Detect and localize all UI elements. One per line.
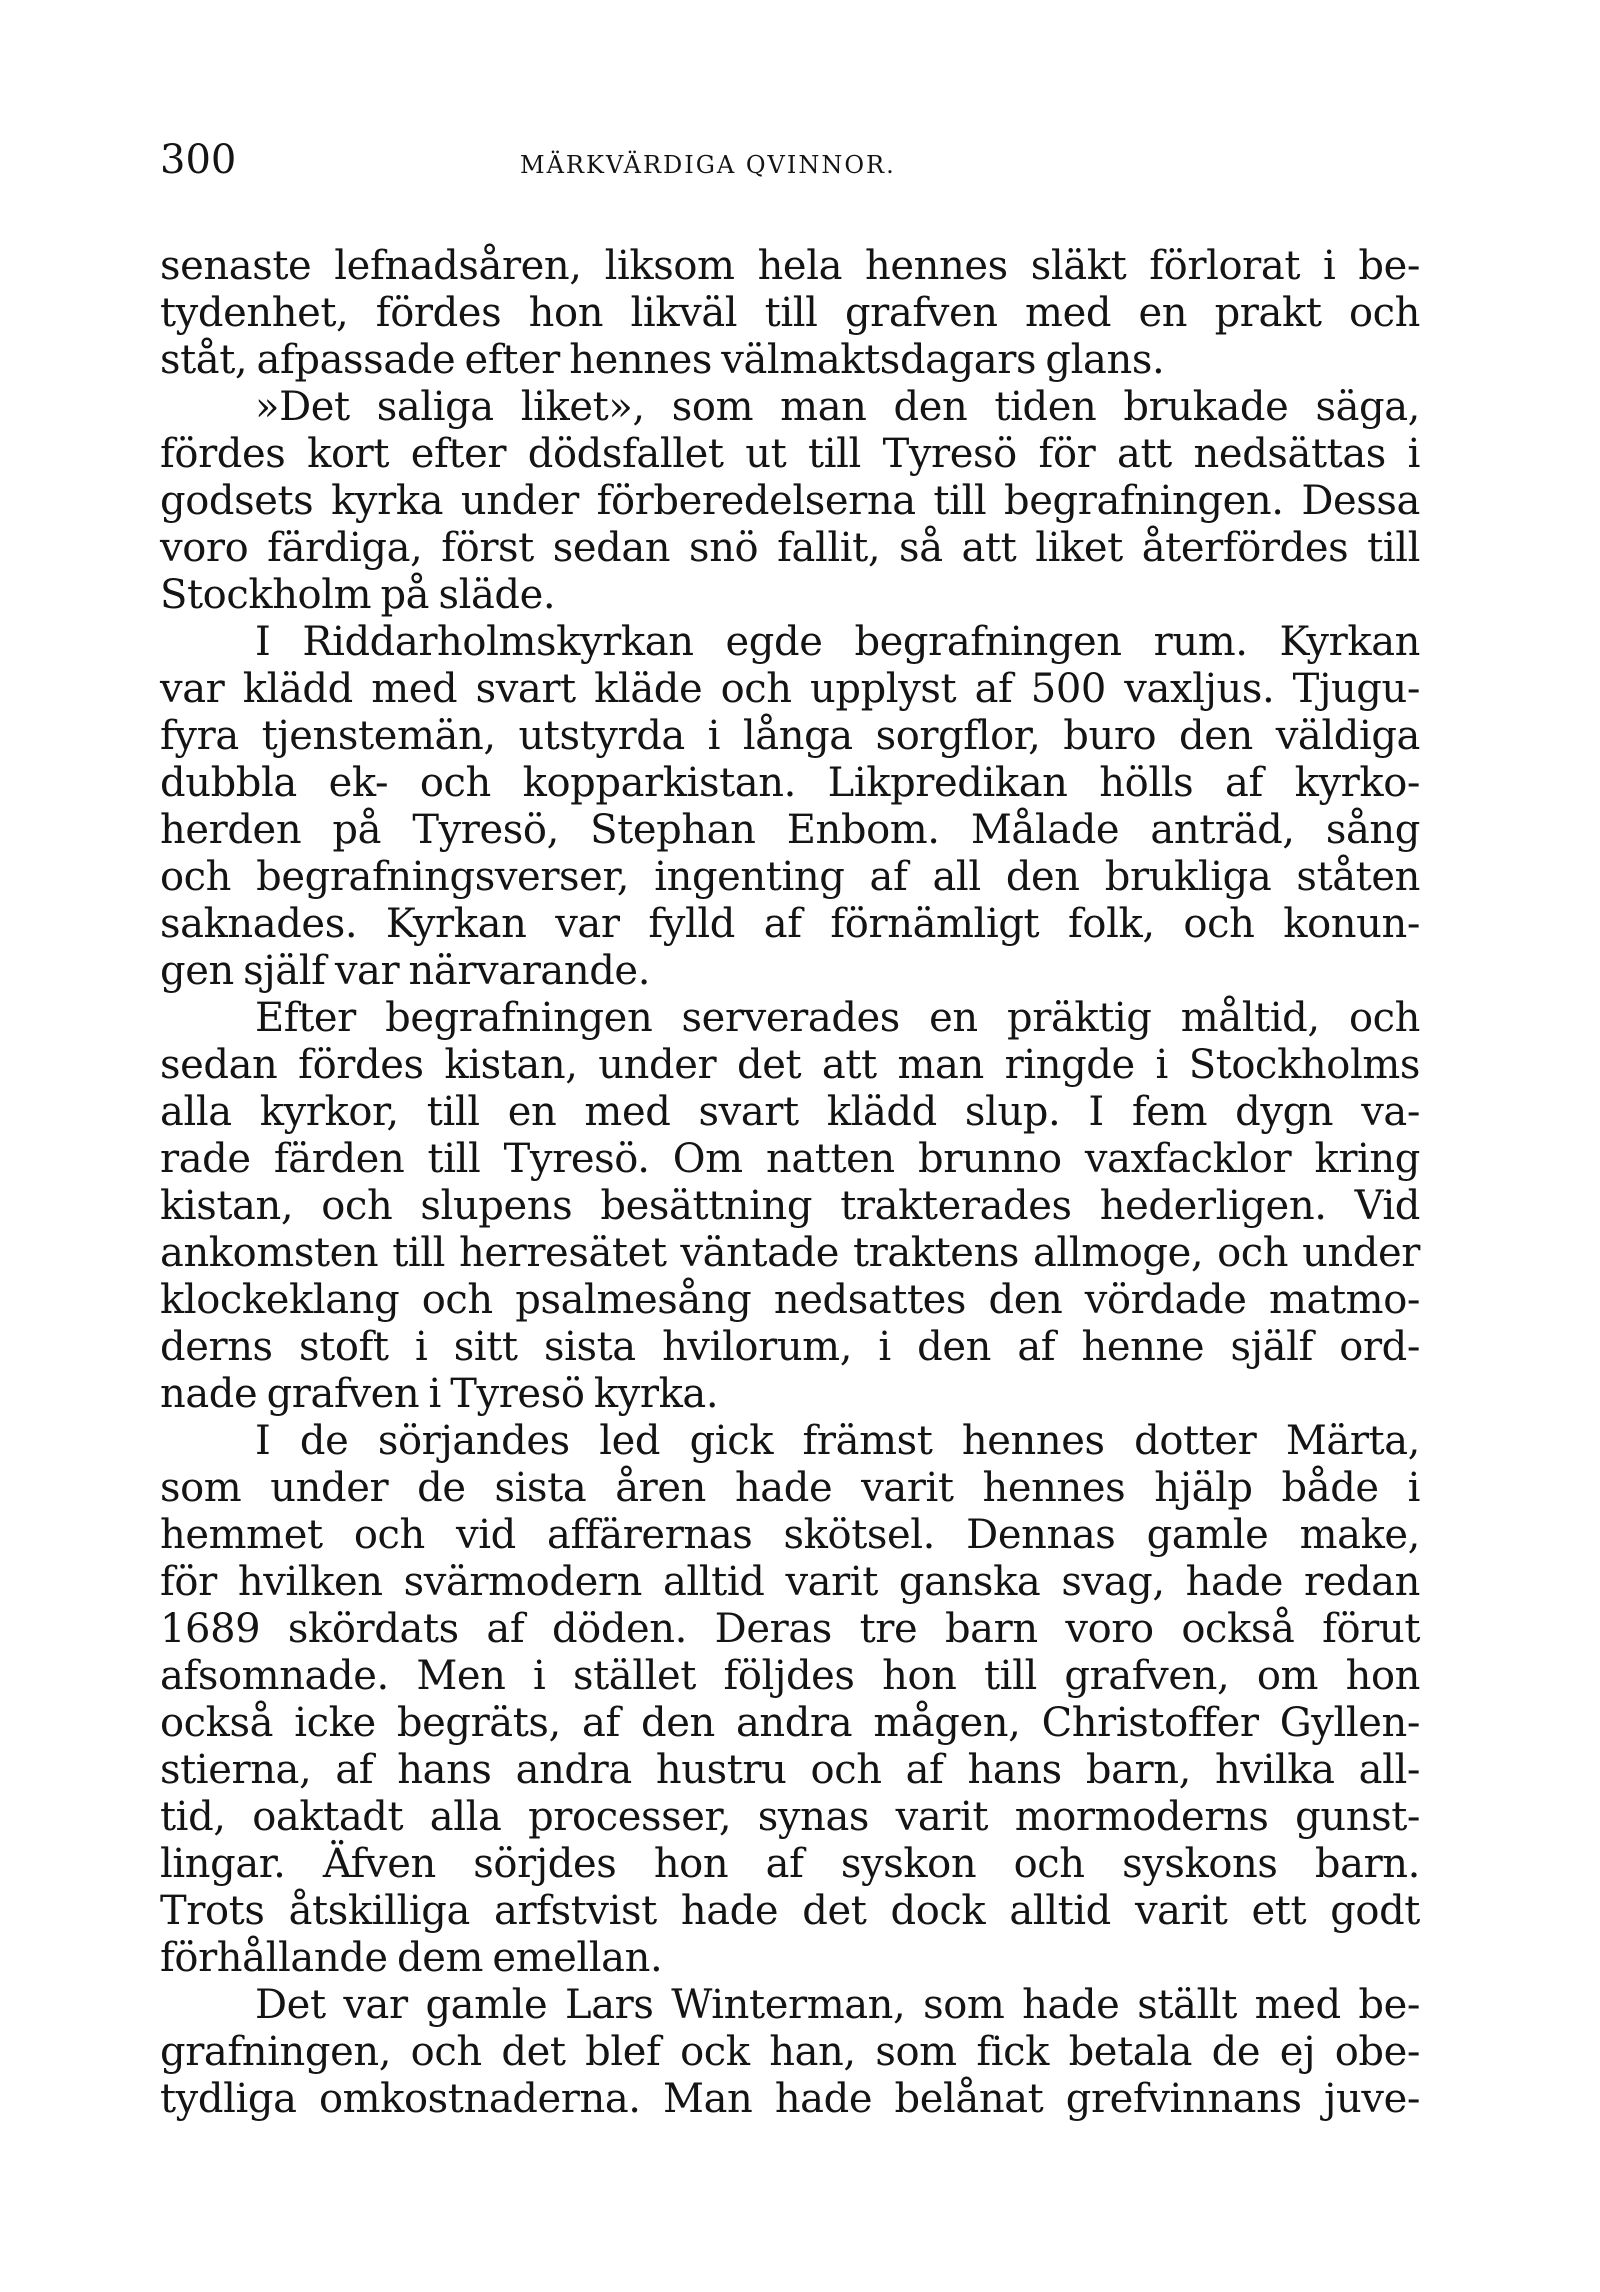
text-line: »Det saliga liket», som man den tiden brukade säga, <box>255 384 1420 430</box>
text-line: grafningen, och det blef ock han, som fick betala de ej obe- <box>160 2029 1420 2075</box>
text-line: derns stoft i sitt sista hvilorum, i den af henne själf ord- <box>160 1324 1420 1370</box>
text-line: ståt, afpassade efter hennes välmaktsdagars glans. <box>160 337 1165 383</box>
text-line: rade färden till Tyresö. Om natten brunno vaxfacklor kring <box>160 1136 1420 1182</box>
text-line: och begrafningsverser, ingenting af all den brukliga ståten <box>160 854 1420 900</box>
text-line: tid, oaktadt alla processer, synas varit mormoderns gunst- <box>160 1794 1420 1840</box>
text-line: som under de sista åren hade varit hennes hjälp både i <box>160 1465 1420 1511</box>
text-line: voro färdiga, först sedan snö fallit, så att liket återfördes till <box>160 525 1420 571</box>
text-line: också icke begräts, af den andra mågen, Christoffer Gyllen- <box>160 1700 1420 1746</box>
text-line: nade grafven i Tyresö kyrka. <box>160 1371 719 1417</box>
page-number: 300 <box>160 137 237 183</box>
running-head <box>160 137 1420 200</box>
text-line: Stockholm på släde. <box>160 572 556 618</box>
text-line: kistan, och slupens besättning trakterades hederligen. Vid <box>160 1183 1420 1229</box>
text-line: förhållande dem emellan. <box>160 1935 663 1981</box>
text-line: sedan fördes kistan, under det att man ringde i Stockholms <box>160 1042 1420 1088</box>
text-line: Efter begrafningen serverades en präktig måltid, och <box>255 995 1420 1041</box>
text-line: klockeklang och psalmesång nedsattes den vördade matmo- <box>160 1277 1420 1323</box>
body-text <box>160 243 1420 2123</box>
text-line: saknades. Kyrkan var fylld af förnämligt folk, och konun- <box>160 901 1420 947</box>
text-line: ankomsten till herresätet väntade traktens allmoge, och under <box>160 1230 1420 1276</box>
text-line: tydenhet, fördes hon likväl till grafven med en prakt och <box>160 290 1420 336</box>
text-line: afsomnade. Men i stället följdes hon till grafven, om hon <box>160 1653 1420 1699</box>
text-line: senaste lefnadsåren, liksom hela hennes släkt förlorat i be- <box>160 243 1420 289</box>
text-line: Det var gamle Lars Winterman, som hade ställt med be- <box>255 1982 1420 2028</box>
text-line: för hvilken svärmodern alltid varit ganska svag, hade redan <box>160 1559 1420 1605</box>
text-line: I de sörjandes led gick främst hennes dotter Märta, <box>255 1418 1420 1464</box>
text-line: lingar. Äfven sörjdes hon af syskon och syskons barn. <box>160 1841 1420 1887</box>
text-line: stierna, af hans andra hustru och af hans barn, hvilka all- <box>160 1747 1420 1793</box>
text-line: I Riddarholmskyrkan egde begrafningen rum. Kyrkan <box>255 619 1420 665</box>
running-title: MÄRKVÄRDIGA QVINNOR. <box>520 151 896 179</box>
text-line: godsets kyrka under förberedelserna till begrafningen. Dessa <box>160 478 1420 524</box>
text-line: Trots åtskilliga arfstvist hade det dock alltid varit ett godt <box>160 1888 1420 1934</box>
text-line: fyra tjenstemän, utstyrda i långa sorgflor, buro den väldiga <box>160 713 1420 759</box>
text-line: tydliga omkostnaderna. Man hade belånat grefvinnans juve- <box>160 2076 1420 2122</box>
text-line: herden på Tyresö, Stephan Enbom. Målade anträd, sång <box>160 807 1420 853</box>
text-line: var klädd med svart kläde och upplyst af 500 vaxljus. Tjugu- <box>160 666 1420 712</box>
text-line: hemmet och vid affärernas skötsel. Dennas gamle make, <box>160 1512 1420 1558</box>
text-line: gen själf var närvarande. <box>160 948 651 994</box>
text-line: fördes kort efter dödsfallet ut till Tyresö för att nedsättas i <box>160 431 1420 477</box>
text-line: dubbla ek- och kopparkistan. Likpredikan hölls af kyrko- <box>160 760 1420 806</box>
book-page <box>160 137 1420 2122</box>
text-line: 1689 skördats af döden. Deras tre barn voro också förut <box>160 1606 1420 1652</box>
text-line: alla kyrkor, till en med svart klädd slup. I fem dygn va- <box>160 1089 1420 1135</box>
